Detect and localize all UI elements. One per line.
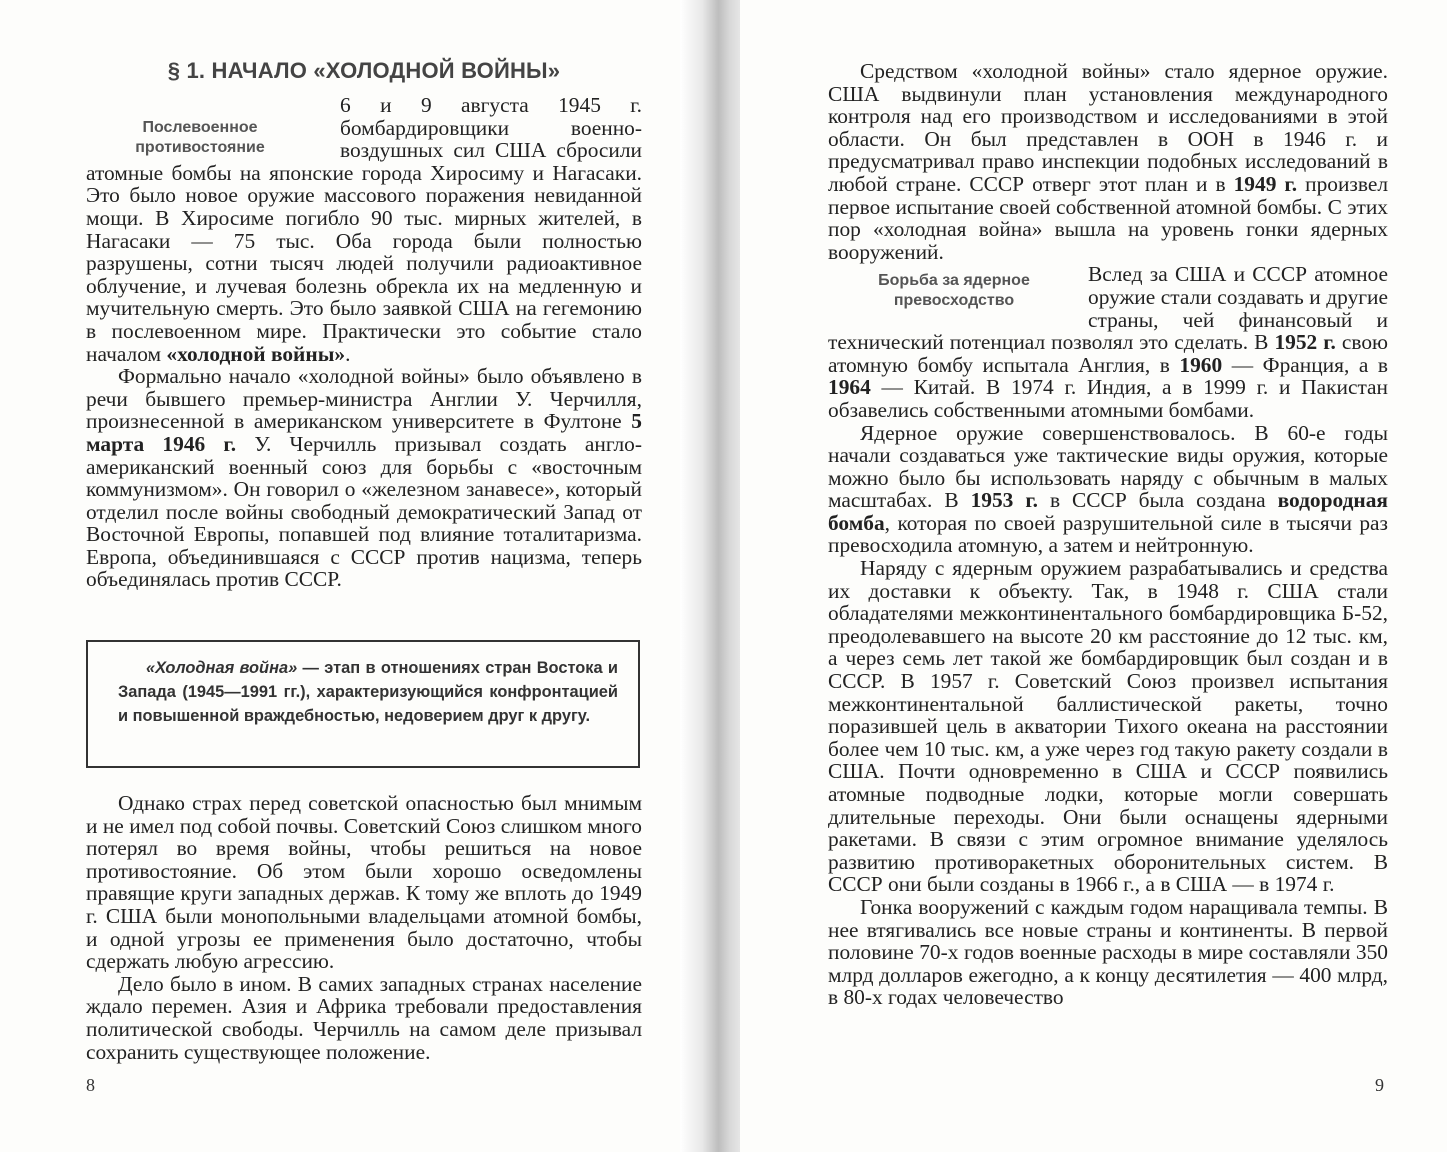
paragraph-hiroshima-end: . [345, 341, 351, 366]
left-page [0, 0, 700, 1152]
year-1952-bold: 1952 г. [1274, 330, 1336, 355]
hydrogen-bomb-bold: водородная бомба [828, 488, 1388, 535]
paragraph-fear: Однако страх перед советской опасностью был мнимым и не имел под собой почвы. Советский Союз слишком много потерял во время войны, чтобы решиться на новое противостояние. Об этом были хорошо осведомлены правящие круги западных держав. К тому же вплоть до 1949 г. США были монопольными владельцами атомной бомбы, и одной угрозы ее применения было достаточно, чтобы сдержать любую агрессию. [86, 791, 642, 974]
paragraph-countries-text-1: свою атомную бомбу испытала Англия, в [828, 330, 1389, 377]
year-1953-bold: 1953 г. [970, 488, 1038, 513]
paragraph-other-countries [828, 263, 1388, 421]
right-page [740, 0, 1447, 1152]
definition-box [86, 640, 640, 768]
fulton-date-bold: 5 марта 1946 г. [86, 409, 642, 456]
paragraph-nuclear-text-b: произвел первое испытание своей собственной атомной бомбы. С этих пор «холодная война» вышла на уровень гонки ядерных вооружений. [828, 171, 1388, 264]
paragraph-hiroshima-text: 6 и 9 августа 1945 г. бомбардировщики военно-воздушных сил США сбросили атомные бомбы на японские города Хиросиму и Нагасаки. Это было новое оружие массового поражения невиданной мощи. В Хиросиме погибло 90 тыс. мирных жителей, в Нагасаки — 75 тыс. Оба города были полностью разрушены, сотни тысяч людей получили радиоактивное облучение, и лучевая болезнь обрекла их на медленную и мучительную смерть. Это было заявкой США на гегемонию в послевоенном мире. Практически это событие стало началом [86, 93, 642, 366]
paragraph-hiroshima [86, 94, 642, 365]
page-number-right: 9 [1375, 1075, 1384, 1095]
paragraph-other-reasons: Дело было в ином. В самих западных странах население ждало перемен. Азия и Африка требовали предоставления политической свободы. Черчилль на самом деле призывал сохранить существующее положение. [86, 971, 642, 1064]
year-1960-bold: 1960 [1179, 352, 1223, 377]
paragraph-fulton-text-a: Формально начало «холодной войны» было объявлено в речи бывшего премьер-министра Англии У. Черчилля, произнесенной в американском университете в Фултоне [86, 364, 642, 434]
definition-term: «Холодная война» [146, 659, 298, 677]
page-number-left: 8 [86, 1075, 95, 1095]
year-1949-bold: 1949 г. [1233, 171, 1298, 196]
paragraph-hydrogen-text-a: Ядерное оружие совершенствовалось. В 60-е годы начали создаваться уже тактические виды оружия, которые можно было бы использовать наряду с обычным в малых масштабах. В [828, 420, 1388, 513]
paragraph-nuclear-weapon [828, 60, 1388, 263]
paragraph-arms-race: Гонка вооружений с каждым годом наращивала темпы. В нее втягивались все новые страны и континенты. В первой половине 70-х годов военные расходы в мире составляли 350 млрд долларов ежегодно, а к концу десятилетия — 400 млрд, в 80-х годах человечество [828, 894, 1388, 1010]
margin-note-nuclear-race: Борьба за ядерное превосходство [878, 272, 1030, 310]
paragraph-countries-text-3: — Китай. В 1974 г. Индия, а в 1999 г. и Пакистан обзавелись собственными атомными бомбами. [828, 375, 1388, 422]
year-1964-bold: 1964 [828, 375, 871, 400]
paragraph-countries-text-a: Вслед за США и СССР атомное оружие стали создавать и другие страны, чей финансовый и технический потенциал позволял это сделать. В [828, 262, 1388, 355]
paragraph-nuclear-text-a: Средством «холодной войны» стало ядерное оружие. США выдвинули план установления международного контроля над его производством и исследованиями в этой области. Он был представлен в ООН в 1946 г. и предусматривал право инспекции подобных исследований в любой стране. СССР отверг этот план и в [828, 59, 1388, 196]
paragraph-hydrogen-text-2: , которая по своей разрушительной силе в тысячи раз превосходила атомную, а затем и нейтронную. [828, 510, 1388, 558]
margin-note-postwar: Послевоенное противостояние [135, 119, 265, 156]
right-text-column [828, 60, 1388, 1009]
paragraph-fulton [86, 365, 642, 591]
paragraph-countries-text-2: — Франция, а в [1222, 352, 1388, 377]
paragraph-hydrogen-text-1: в СССР была создана [1037, 488, 1278, 513]
definition-text: — этап в отношениях стран Востока и Запада (1945—1991 гг.), характеризующийся конфронтацией и повышенной враждебностью, недоверием друг к другу. [118, 659, 618, 725]
left-text-column-lower [86, 792, 642, 1063]
paragraph-fulton-text-b: У. Черчилль призывал создать англо-американский военный союз для борьбы с «восточным коммунизмом». Он говорил о «железном занавесе», который отделил после войны свободный демократический Запад от Восточной Европы, попавшей под влияние тоталитаризма. Европа, объединившаяся с СССР против нацизма, теперь объединялась против СССР. [86, 431, 642, 592]
left-text-column [86, 94, 642, 591]
section-heading: § 1. НАЧАЛО «ХОЛОДНОЙ ВОЙНЫ» [167, 58, 561, 83]
cold-war-bold-term: «холодной войны» [166, 341, 346, 366]
paragraph-delivery: Наряду с ядерным оружием разрабатывались и средства их доставки к объекту. Так, в 1948 г. США стали обладателями межконтинентального бомбардировщика Б-52, преодолевавшего на высоте 20 км расстояние до 12 тыс. км, а через семь лет такой же бомбардировщик был создан и в СССР. В 1957 г. Советский Союз произвел испытания межконтинентальной баллистической ракеты, точно поразившей цель в акватории Тихого океана на расстоянии более чем 10 тыс. км, а уже через год такую ракету создали в США. Почти одновременно в США и СССР появились атомные подводные лодки, которые могли совершать длительные переходы. Они были оснащены ядерными ракетами. В связи с этим огромное внимание уделялось развитию противоракетных оборонительных систем. В СССР они были созданы в 1966 г., а в США — в 1974 г. [828, 556, 1388, 897]
paragraph-hydrogen-bomb [828, 422, 1388, 558]
